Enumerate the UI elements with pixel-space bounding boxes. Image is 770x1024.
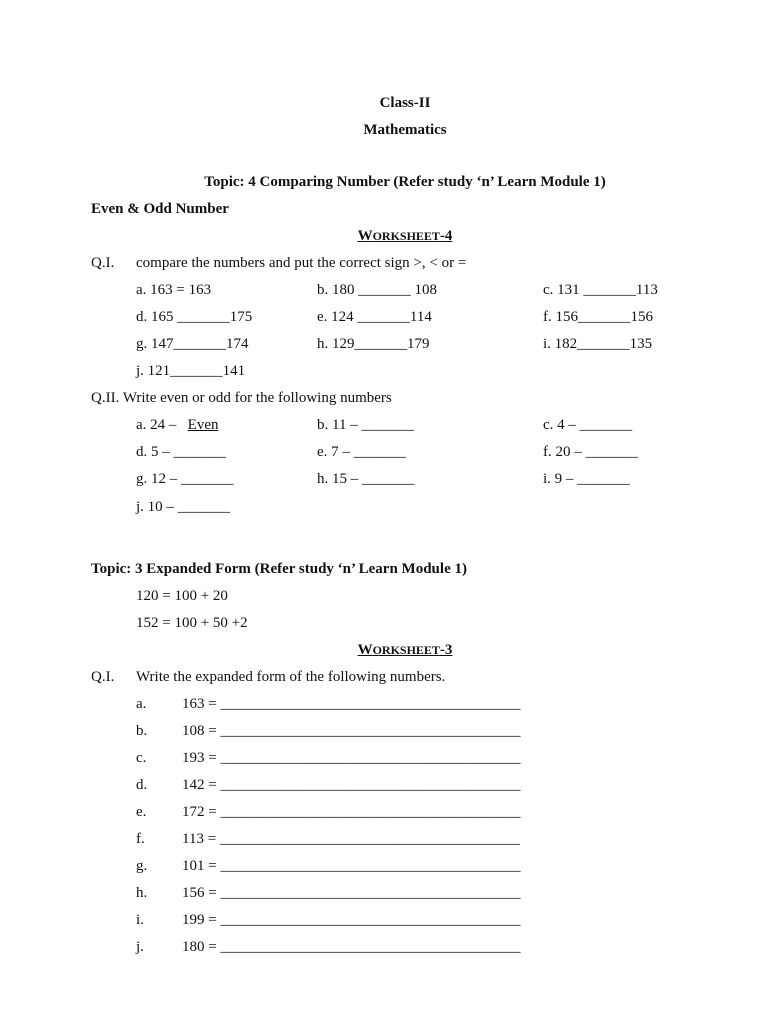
compare-item: j. 121_______141 (136, 363, 246, 379)
even-odd-item: i. 9 – _______ (543, 471, 630, 487)
even-odd-item: a. 24 – Even (136, 417, 219, 433)
class-heading: Class-II (379, 95, 431, 111)
q1-expanded-label: Q.I. (91, 669, 115, 685)
expanded-answer-line: 101 = ________________________________________ (182, 858, 521, 874)
even-odd-item: d. 5 – _______ (136, 444, 226, 460)
compare-item: i. 182_______135 (543, 336, 653, 352)
expanded-answer-line: 199 = ________________________________________ (182, 912, 521, 928)
compare-item: b. 180 _______ 108 (317, 282, 437, 298)
worksheet4-title: WORKSHEET-4 (357, 228, 453, 244)
item-letter: e. (136, 804, 147, 820)
topic4-subtitle: Even & Odd Number (91, 201, 229, 217)
item-letter: i. (136, 912, 144, 928)
expanded-answer-line: 163 = ________________________________________ (182, 696, 521, 712)
q1-instruction: compare the numbers and put the correct sign >, < or = (136, 255, 467, 271)
subject-heading: Mathematics (363, 122, 447, 138)
q1-expanded-instruction: Write the expanded form of the following numbers. (136, 669, 446, 685)
even-odd-item: e. 7 – _______ (317, 444, 407, 460)
expanded-answer-line: 156 = ________________________________________ (182, 885, 521, 901)
item-letter: c. (136, 750, 147, 766)
even-odd-item: b. 11 – _______ (317, 417, 414, 433)
expanded-answer-line: 113 = ________________________________________ (182, 831, 520, 847)
compare-item: f. 156_______156 (543, 309, 653, 325)
item-letter: d. (136, 777, 148, 793)
expanded-answer-line: 193 = ________________________________________ (182, 750, 521, 766)
even-odd-item: c. 4 – _______ (543, 417, 633, 433)
even-odd-item: h. 15 – _______ (317, 471, 415, 487)
example-line: 120 = 100 + 20 (136, 588, 228, 604)
item-letter: a. (136, 696, 147, 712)
compare-item: g. 147_______174 (136, 336, 249, 352)
item-letter: h. (136, 885, 148, 901)
topic3-title: Topic: 3 Expanded Form (Refer study ‘n’ Learn Module 1) (91, 561, 467, 577)
compare-item: h. 129_______179 (317, 336, 430, 352)
example-line: 152 = 100 + 50 +2 (136, 615, 248, 631)
even-odd-item: f. 20 – _______ (543, 444, 638, 460)
expanded-answer-line: 108 = ________________________________________ (182, 723, 521, 739)
expanded-answer-line: 142 = ________________________________________ (182, 777, 521, 793)
compare-item: a. 163 = 163 (136, 282, 212, 298)
even-odd-item: j. 10 – _______ (136, 499, 231, 515)
topic4-title: Topic: 4 Comparing Number (Refer study ‘n’ Learn Module 1) (204, 174, 606, 190)
item-letter: b. (136, 723, 148, 739)
expanded-answer-line: 180 = ________________________________________ (182, 939, 521, 955)
compare-item: c. 131 _______113 (543, 282, 658, 298)
expanded-answer-line: 172 = ________________________________________ (182, 804, 521, 820)
item-letter: g. (136, 858, 148, 874)
compare-item: d. 165 _______175 (136, 309, 253, 325)
item-letter: f. (136, 831, 145, 847)
compare-item: e. 124 _______114 (317, 309, 432, 325)
even-odd-item: g. 12 – _______ (136, 471, 234, 487)
item-letter: j. (136, 939, 144, 955)
answer-even: Even (187, 417, 219, 433)
q2-label: Q.II. (91, 390, 120, 406)
q2-instruction: Write even or odd for the following numbers (122, 390, 392, 406)
q1-label: Q.I. (91, 255, 115, 271)
q2-question (91, 389, 392, 407)
worksheet3-title: WORKSHEET-3 (357, 642, 453, 658)
